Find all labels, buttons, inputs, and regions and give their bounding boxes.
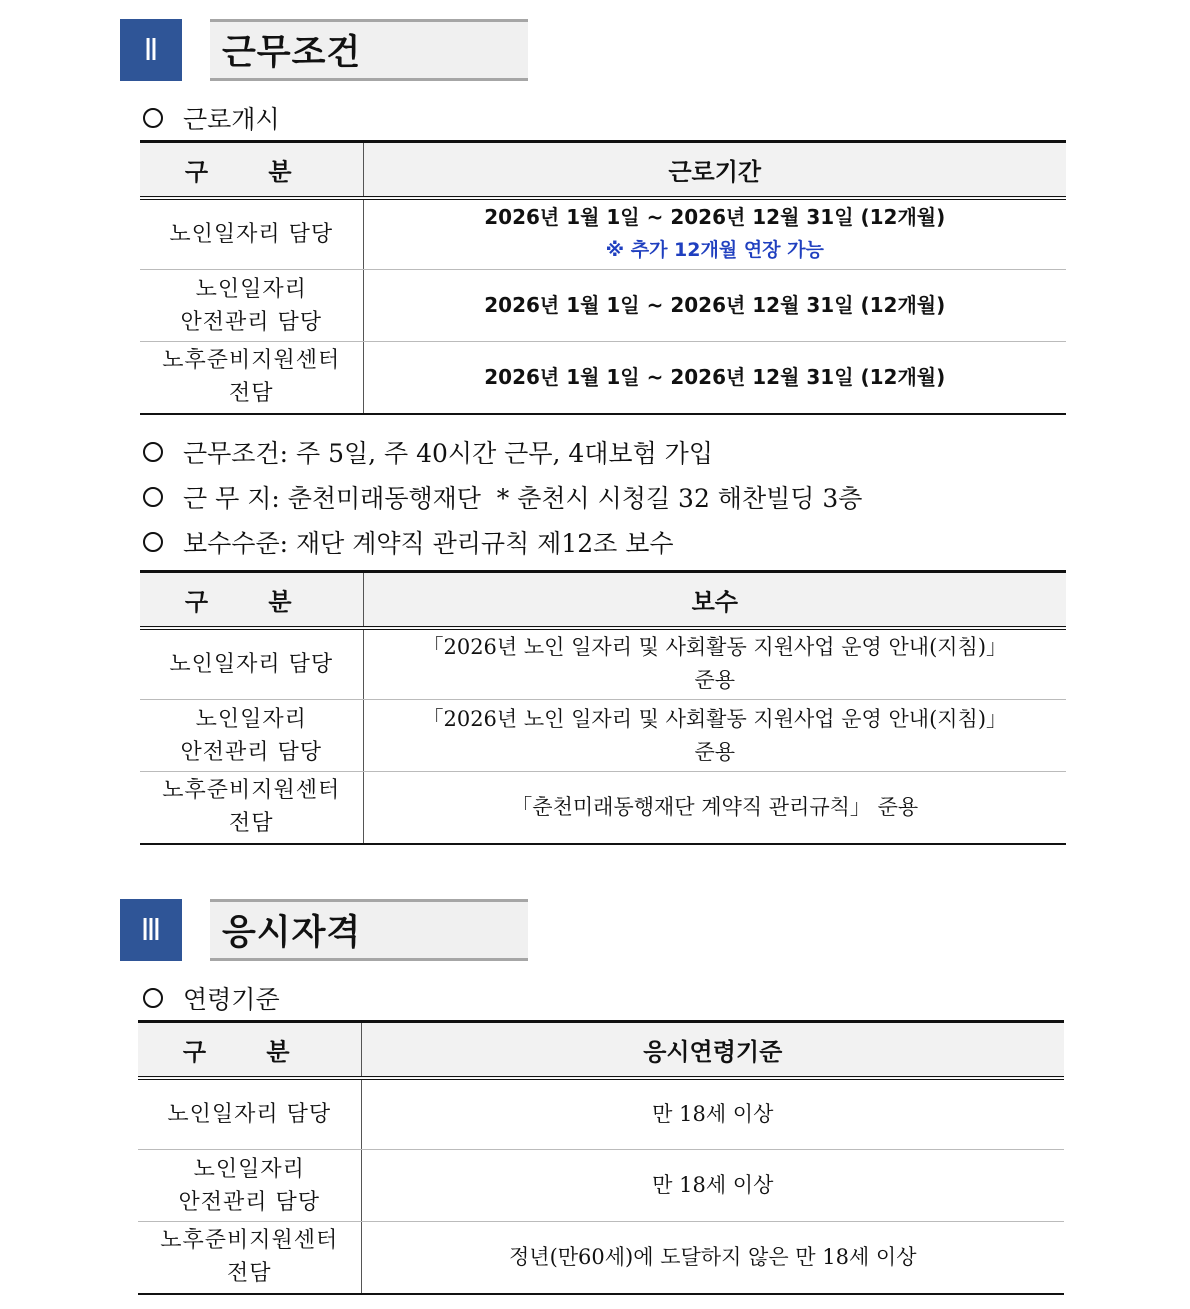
age-cell: 정년(만60세)에 도달하지 않은 만 18세 이상 [361,1222,1064,1294]
pay-table [140,570,1066,845]
period-cell: 2026년 1월 1일 ~ 2026년 12월 31일 (12개월) [363,342,1066,414]
circle-bullet-icon [143,108,163,128]
bullet-text: 근 무 지: 춘천미래동행재단 * 춘천시 시청길 32 해찬빌딩 3층 [183,484,863,513]
period-cell: 2026년 1월 1일 ~ 2026년 12월 31일 (12개월) [363,270,1066,342]
age-cell: 만 18세 이상 [361,1078,1064,1150]
bullet-work-conditions [143,434,713,470]
table-row [138,1078,1064,1150]
bullet-text: 연령기준 [183,985,280,1014]
bullet-text: 근로개시 [183,105,280,134]
category-cell: 노인일자리 안전관리 담당 [140,700,363,772]
pay-cell: 「춘천미래동행재단 계약직 관리규칙」 준용 [363,772,1066,844]
category-cell: 노인일자리 담당 [140,198,363,270]
category-cell: 노인일자리 안전관리 담당 [140,270,363,342]
table-row [140,772,1066,844]
extension-note: ※ 추가 12개월 연장 가능 [605,239,824,262]
table-header-row [140,142,1066,198]
bullet-work-location [143,479,862,515]
period-cell: 2026년 1월 1일 ~ 2026년 12월 31일 (12개월) ※ 추가 12개월 연장 가능 [363,198,1066,270]
column-header: 응시연령기준 [361,1022,1064,1078]
table-row [140,700,1066,772]
category-cell: 노인일자리 안전관리 담당 [138,1150,361,1222]
section-number-badge: Ⅲ [120,899,182,961]
table-row [138,1222,1064,1294]
table-row [140,628,1066,700]
category-cell: 노후준비지원센터 전담 [140,772,363,844]
column-header: 구 분 [140,142,363,198]
column-header: 구 분 [138,1022,361,1078]
section-title: 응시자격 [210,899,528,961]
category-cell: 노후준비지원센터 전담 [140,342,363,414]
table-row [138,1150,1064,1222]
section-title: 근무조건 [210,19,528,81]
circle-bullet-icon [143,988,163,1008]
pay-cell: 「2026년 노인 일자리 및 사회활동 지원사업 운영 안내(지침)」 준용 [363,700,1066,772]
category-cell: 노인일자리 담당 [140,628,363,700]
age-criteria-table [138,1020,1064,1295]
column-header: 근로기간 [363,142,1066,198]
bullet-text: 근무조건: 주 5일, 주 40시간 근무, 4대보험 가입 [183,439,713,468]
section-header-eligibility [120,899,530,961]
bullet-work-start [143,100,280,136]
table-row [140,342,1066,414]
section-header-work-conditions [120,19,530,81]
bullet-age-criteria [143,980,280,1016]
bullet-text: 보수수준: 재단 계약직 관리규칙 제12조 보수 [183,529,674,558]
category-cell: 노후준비지원센터 전담 [138,1222,361,1294]
pay-cell: 「2026년 노인 일자리 및 사회활동 지원사업 운영 안내(지침)」 준용 [363,628,1066,700]
section-number-badge: Ⅱ [120,19,182,81]
category-cell: 노인일자리 담당 [138,1078,361,1150]
table-row [140,198,1066,270]
column-header: 구 분 [140,572,363,628]
work-period-table [140,140,1066,415]
table-header-row [138,1022,1064,1078]
circle-bullet-icon [143,442,163,462]
column-header: 보수 [363,572,1066,628]
age-cell: 만 18세 이상 [361,1150,1064,1222]
circle-bullet-icon [143,487,163,507]
circle-bullet-icon [143,532,163,552]
table-row [140,270,1066,342]
table-header-row [140,572,1066,628]
bullet-pay-level [143,524,674,560]
